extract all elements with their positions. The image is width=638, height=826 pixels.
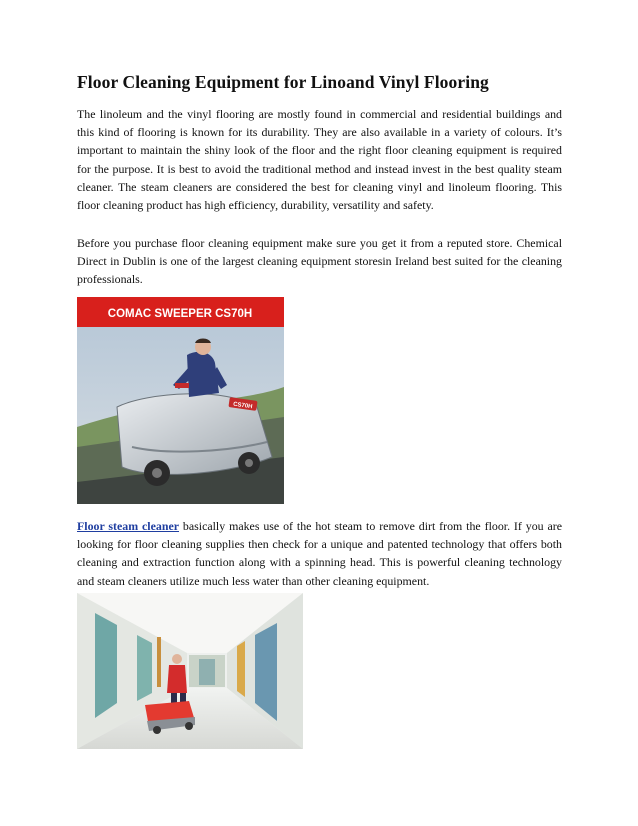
sweeper-illustration xyxy=(77,297,284,504)
machine-label: CS70H xyxy=(232,401,253,411)
corridor-illustration xyxy=(77,593,303,749)
page-title: Floor Cleaning Equipment for Linoand Vinyl Flooring xyxy=(77,72,489,92)
steam-cleaner-paragraph xyxy=(77,517,562,590)
comac-sweeper-photo xyxy=(77,297,284,504)
store-paragraph: Before you purchase floor cleaning equipment make sure you get it from a reputed store. Chemical Direct in Dublin is one of the largest cleaning equipment storesin Ireland best suited for the cleaning professionals. xyxy=(77,236,562,287)
corridor-cleaning-photo xyxy=(77,593,303,749)
steam-cleaner-text: basically makes use of the hot steam to remove dirt from the floor. If you are looking for floor cleaning supplies then check for a unique and patented technology that offers both cleaning and extraction function along with a spinning head. This is powerful cleaning technology and steam cleaners utilize much less water than other cleaning equipment. xyxy=(77,519,563,588)
floor-steam-cleaner-link[interactable]: Floor steam cleaner xyxy=(77,519,180,533)
banner-text: COMAC SWEEPER CS70H xyxy=(107,308,253,320)
intro-paragraph: The linoleum and the vinyl flooring are mostly found in commercial and residential buildings and this kind of flooring is known for its durability. They are also available in a variety of colours. It’s important to maintain the shiny look of the floor and the right floor cleaning equipment is required for the purpose. It is best to avoid the traditional method and instead invest in the best quality steam cleaner. The steam cleaners are considered the best for cleaning vinyl and linoleum flooring. This floor cleaning product has high efficiency, durability, versatility and safety. xyxy=(77,107,562,213)
